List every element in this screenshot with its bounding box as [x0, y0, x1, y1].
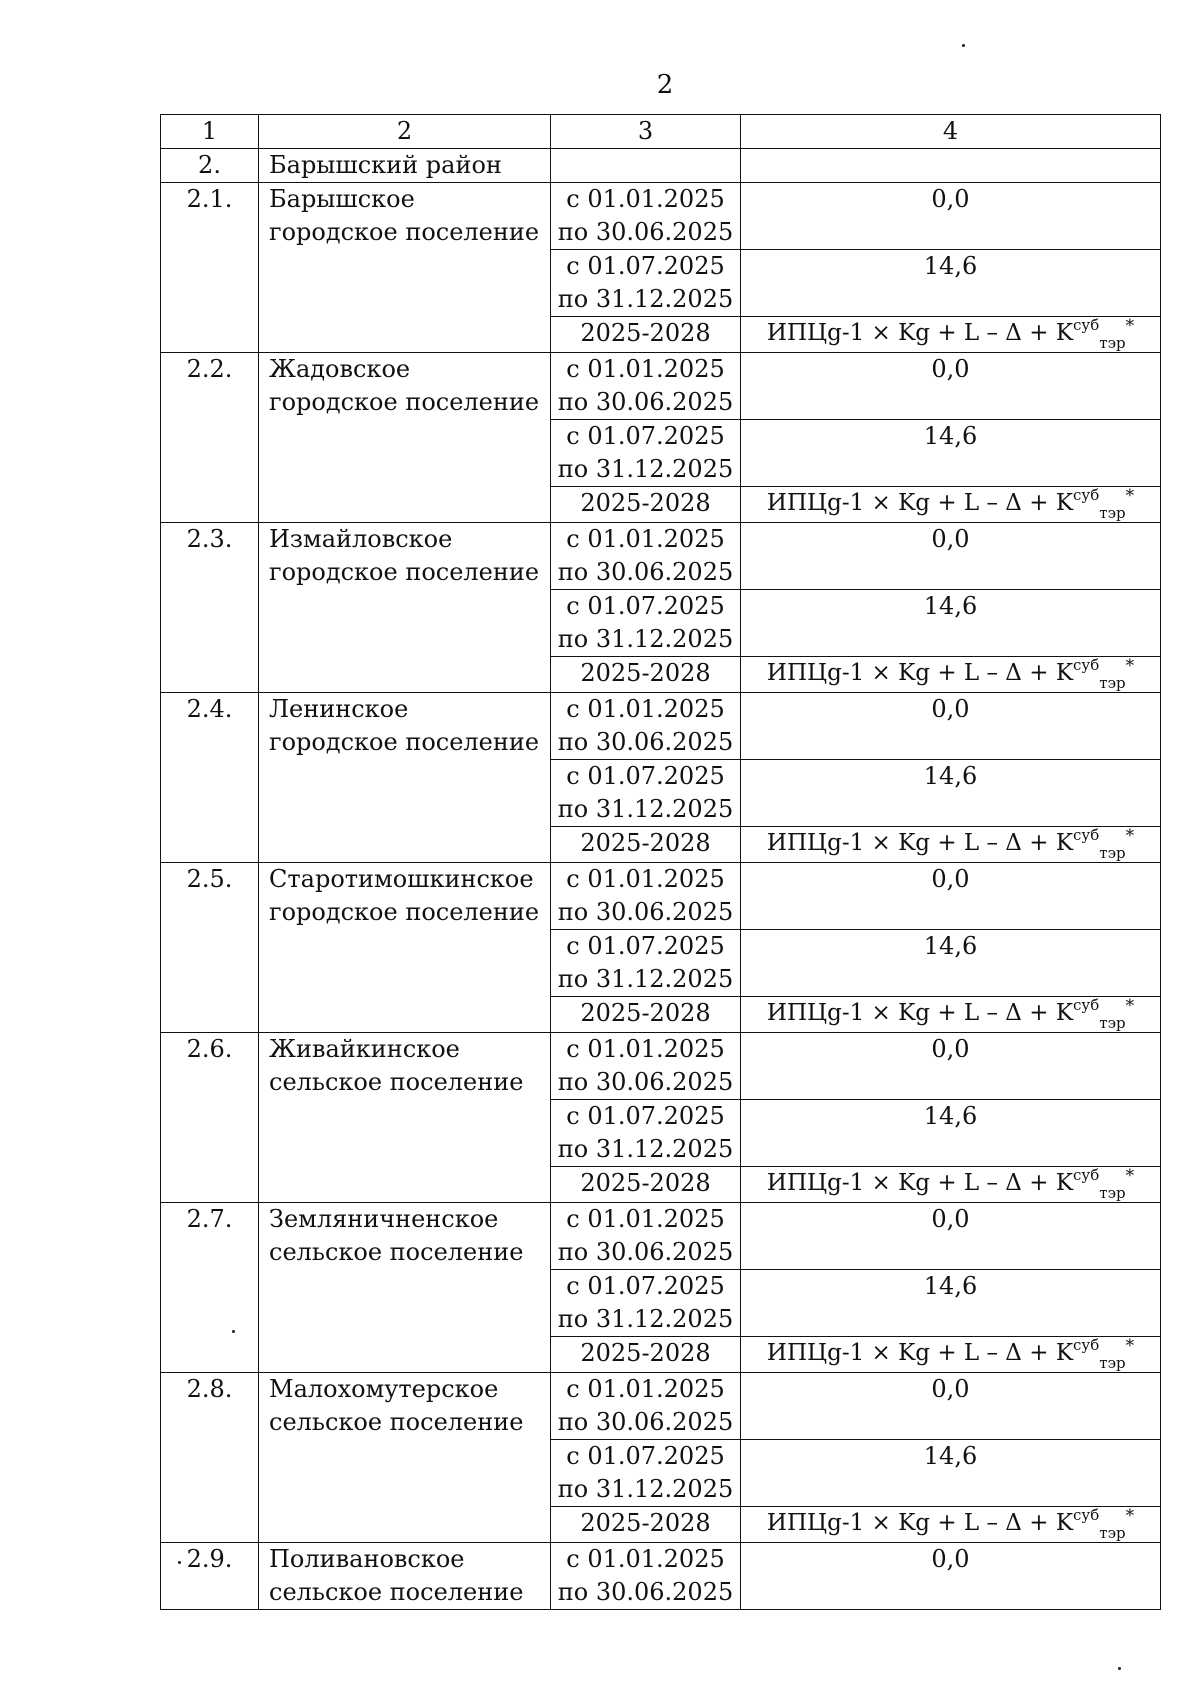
- settlement-name: Измайловское городское поселение: [259, 523, 551, 693]
- table-header-row: [161, 115, 1161, 149]
- period-cell: с 01.01.2025 по 30.06.2025: [551, 863, 741, 930]
- district-number: 2.: [161, 149, 259, 183]
- period-cell: 2025-2028: [551, 1337, 741, 1373]
- formula-cell: [741, 1507, 1161, 1543]
- period-cell: 2025-2028: [551, 827, 741, 863]
- formula-superscript: суб: [1073, 1336, 1100, 1354]
- settlement-row: [161, 1373, 1161, 1440]
- rate-cell: 0,0: [741, 1203, 1161, 1270]
- formula-subscript: тэр: [1099, 504, 1126, 522]
- settlement-number: 2.8.: [161, 1373, 259, 1543]
- scan-speck: [962, 44, 965, 47]
- formula-main: ИПЦg-1 × Kg + L – Δ + K: [766, 1000, 1073, 1026]
- settlement-row: [161, 693, 1161, 760]
- period-cell: 2025-2028: [551, 1167, 741, 1203]
- rate-cell: 0,0: [741, 1543, 1161, 1610]
- settlement-name: Ленинское городское поселение: [259, 693, 551, 863]
- formula-subscript: тэр: [1099, 1524, 1126, 1542]
- settlement-name: Земляничненское сельское поселение: [259, 1203, 551, 1373]
- formula-cell: [741, 827, 1161, 863]
- settlement-row: [161, 1543, 1161, 1610]
- period-cell: 2025-2028: [551, 487, 741, 523]
- settlement-number: 2.5.: [161, 863, 259, 1033]
- formula-asterisk: *: [1125, 316, 1135, 336]
- empty-cell: [551, 149, 741, 183]
- formula-cell: [741, 317, 1161, 353]
- formula-cell: [741, 1167, 1161, 1203]
- period-cell: 2025-2028: [551, 1507, 741, 1543]
- settlement-name: Барышское городское поселение: [259, 183, 551, 353]
- district-row: [161, 149, 1161, 183]
- period-cell: с 01.01.2025 по 30.06.2025: [551, 693, 741, 760]
- settlement-row: [161, 1203, 1161, 1270]
- rate-cell: 14,6: [741, 1100, 1161, 1167]
- formula-asterisk: *: [1125, 486, 1135, 506]
- period-cell: с 01.01.2025 по 30.06.2025: [551, 1033, 741, 1100]
- settlement-name: Поливановское сельское поселение: [259, 1543, 551, 1610]
- district-name: Барышский район: [259, 149, 551, 183]
- formula-superscript: суб: [1073, 486, 1100, 504]
- formula-subscript: тэр: [1099, 1184, 1126, 1202]
- period-cell: с 01.07.2025 по 31.12.2025: [551, 760, 741, 827]
- settlement-row: [161, 353, 1161, 420]
- rate-cell: 14,6: [741, 590, 1161, 657]
- header-cell: 3: [551, 115, 741, 149]
- settlement-name: Живайкинское сельское поселение: [259, 1033, 551, 1203]
- formula-subscript: тэр: [1099, 1014, 1126, 1032]
- rate-cell: 0,0: [741, 523, 1161, 590]
- formula-asterisk: *: [1125, 1336, 1135, 1356]
- rate-cell: 0,0: [741, 1033, 1161, 1100]
- formula-superscript: суб: [1073, 1506, 1100, 1524]
- tariff-table: [160, 114, 1161, 1610]
- rate-cell: 0,0: [741, 863, 1161, 930]
- settlement-row: [161, 1033, 1161, 1100]
- settlement-number: 2.1.: [161, 183, 259, 353]
- period-cell: с 01.07.2025 по 31.12.2025: [551, 1440, 741, 1507]
- rate-cell: 14,6: [741, 1270, 1161, 1337]
- period-cell: с 01.01.2025 по 30.06.2025: [551, 183, 741, 250]
- period-cell: 2025-2028: [551, 997, 741, 1033]
- rate-cell: 14,6: [741, 760, 1161, 827]
- settlement-number: 2.3.: [161, 523, 259, 693]
- settlement-number: 2.9.: [161, 1543, 259, 1610]
- formula-main: ИПЦg-1 × Kg + L – Δ + K: [766, 1510, 1073, 1536]
- settlement-row: [161, 183, 1161, 250]
- formula-main: ИПЦg-1 × Kg + L – Δ + K: [766, 320, 1073, 346]
- formula-subscript: тэр: [1099, 334, 1126, 352]
- period-cell: с 01.01.2025 по 30.06.2025: [551, 353, 741, 420]
- formula-main: ИПЦg-1 × Kg + L – Δ + K: [766, 1170, 1073, 1196]
- rate-cell: 14,6: [741, 420, 1161, 487]
- formula-superscript: суб: [1073, 996, 1100, 1014]
- formula-cell: [741, 487, 1161, 523]
- formula-asterisk: *: [1125, 996, 1135, 1016]
- rate-cell: 14,6: [741, 250, 1161, 317]
- formula-main: ИПЦg-1 × Kg + L – Δ + K: [766, 1340, 1073, 1366]
- settlement-number: 2.7.: [161, 1203, 259, 1373]
- header-cell: 1: [161, 115, 259, 149]
- page-number: 2: [656, 70, 674, 100]
- header-cell: 4: [741, 115, 1161, 149]
- formula-main: ИПЦg-1 × Kg + L – Δ + K: [766, 660, 1073, 686]
- formula-superscript: суб: [1073, 656, 1100, 674]
- empty-cell: [741, 149, 1161, 183]
- formula-subscript: тэр: [1099, 1354, 1126, 1372]
- formula-asterisk: *: [1125, 1506, 1135, 1526]
- settlement-number: 2.4.: [161, 693, 259, 863]
- rate-cell: 14,6: [741, 1440, 1161, 1507]
- rate-cell: 14,6: [741, 930, 1161, 997]
- settlement-number: 2.2.: [161, 353, 259, 523]
- formula-superscript: суб: [1073, 316, 1100, 334]
- period-cell: с 01.07.2025 по 31.12.2025: [551, 420, 741, 487]
- period-cell: с 01.07.2025 по 31.12.2025: [551, 1270, 741, 1337]
- period-cell: 2025-2028: [551, 657, 741, 693]
- period-cell: с 01.01.2025 по 30.06.2025: [551, 1373, 741, 1440]
- period-cell: с 01.01.2025 по 30.06.2025: [551, 1543, 741, 1610]
- formula-cell: [741, 657, 1161, 693]
- settlement-row: [161, 863, 1161, 930]
- period-cell: с 01.07.2025 по 31.12.2025: [551, 590, 741, 657]
- period-cell: с 01.07.2025 по 31.12.2025: [551, 250, 741, 317]
- formula-asterisk: *: [1125, 826, 1135, 846]
- formula-superscript: суб: [1073, 826, 1100, 844]
- formula-cell: [741, 1337, 1161, 1373]
- scan-speck: [178, 1561, 181, 1564]
- rate-cell: 0,0: [741, 183, 1161, 250]
- formula-main: ИПЦg-1 × Kg + L – Δ + K: [766, 490, 1073, 516]
- settlement-name: Старотимошкинское городское поселение: [259, 863, 551, 1033]
- rate-cell: 0,0: [741, 1373, 1161, 1440]
- formula-subscript: тэр: [1099, 844, 1126, 862]
- period-cell: с 01.01.2025 по 30.06.2025: [551, 523, 741, 590]
- formula-asterisk: *: [1125, 656, 1135, 676]
- settlement-row: [161, 523, 1161, 590]
- period-cell: 2025-2028: [551, 317, 741, 353]
- rate-cell: 0,0: [741, 693, 1161, 760]
- scan-speck: [232, 1330, 235, 1333]
- period-cell: с 01.07.2025 по 31.12.2025: [551, 930, 741, 997]
- header-cell: 2: [259, 115, 551, 149]
- rate-cell: 0,0: [741, 353, 1161, 420]
- period-cell: с 01.01.2025 по 30.06.2025: [551, 1203, 741, 1270]
- formula-main: ИПЦg-1 × Kg + L – Δ + K: [766, 830, 1073, 856]
- settlement-number: 2.6.: [161, 1033, 259, 1203]
- settlement-name: Жадовское городское поселение: [259, 353, 551, 523]
- period-cell: с 01.07.2025 по 31.12.2025: [551, 1100, 741, 1167]
- formula-subscript: тэр: [1099, 674, 1126, 692]
- formula-cell: [741, 997, 1161, 1033]
- settlement-name: Малохомутерское сельское поселение: [259, 1373, 551, 1543]
- scan-speck: [1118, 1667, 1121, 1670]
- formula-asterisk: *: [1125, 1166, 1135, 1186]
- formula-superscript: суб: [1073, 1166, 1100, 1184]
